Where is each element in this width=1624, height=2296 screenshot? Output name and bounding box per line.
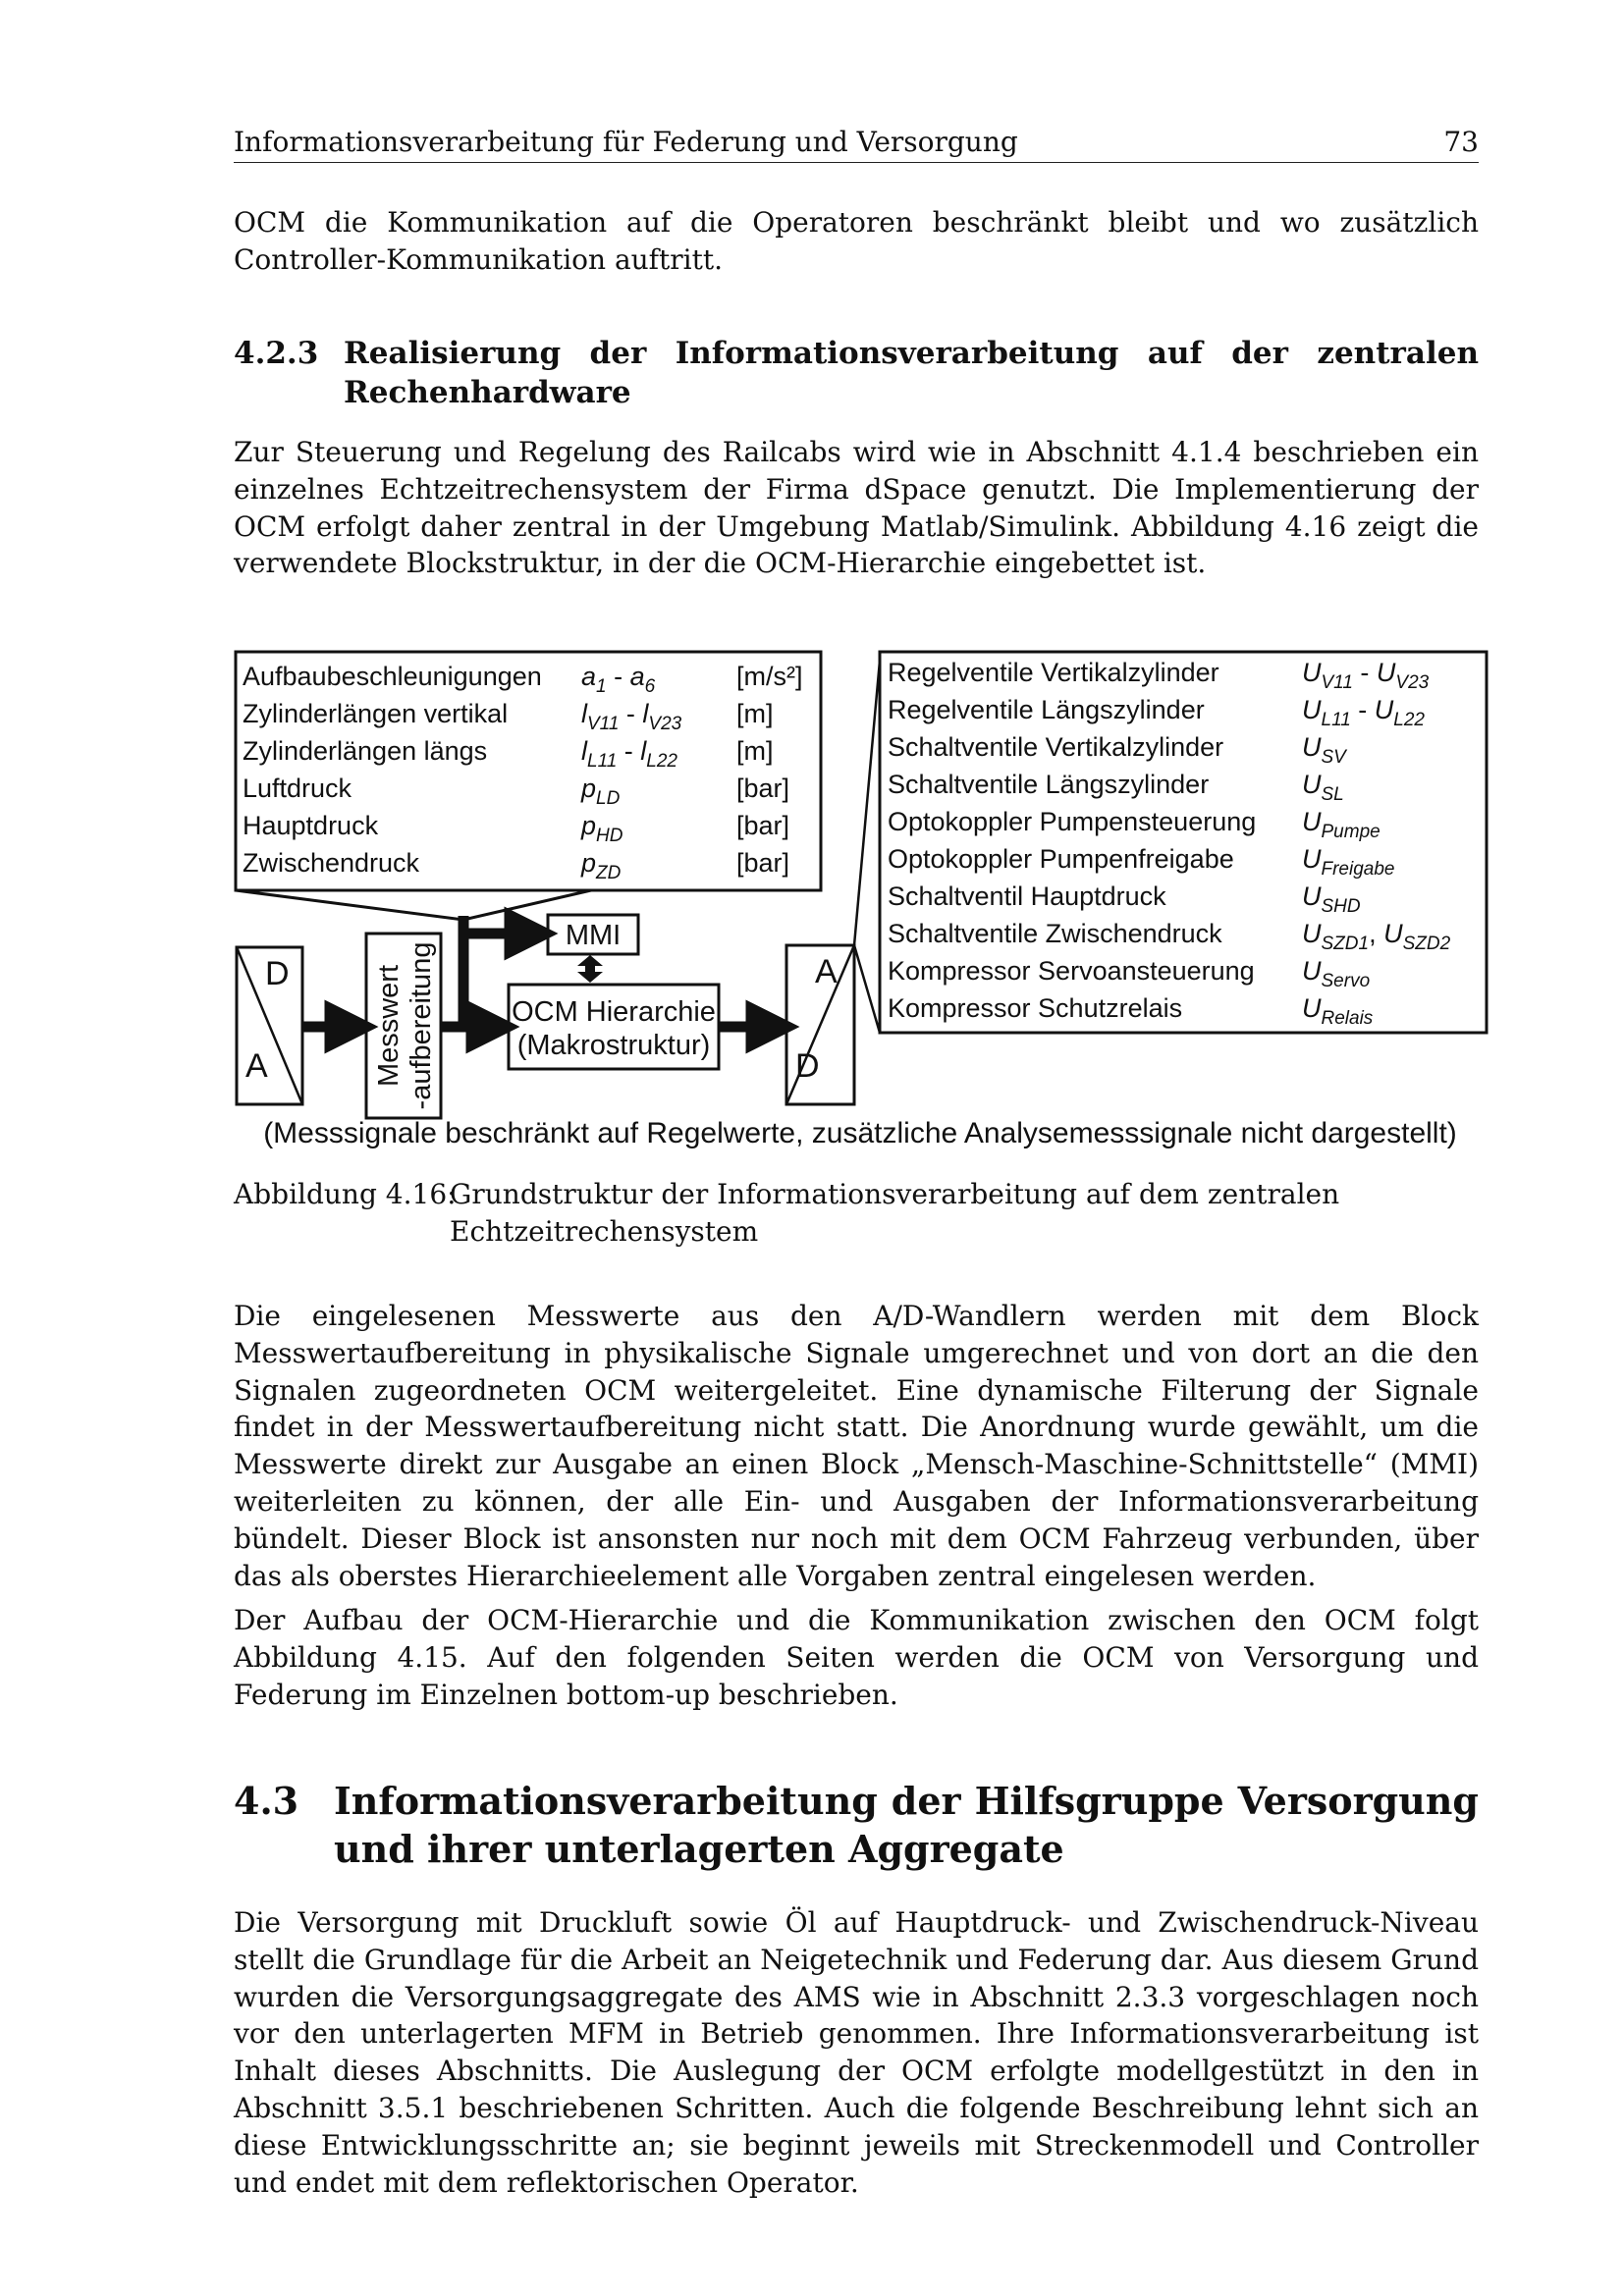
output-funnel (854, 661, 880, 1033)
section-number: 4.3 (234, 1779, 299, 1823)
running-head (234, 124, 1479, 161)
input-signal-name: Zwischendruck (243, 848, 420, 878)
messwert-label: Messwert (373, 964, 405, 1088)
figure-note: (Messsignale beschränkt auf Regelwerte, zusätzliche Analysemesssignale nicht dargestellt) (263, 1117, 1457, 1149)
paragraph-ocm-hierarchy: Der Aufbau der OCM-Hierarchie und die Kommunikation zwischen den OCM folgt Abbildung 4.15. Auf den folgenden Seiten werden die OCM von Versorgung und Federung im Einzelnen bottom-up beschrieben. (234, 1604, 1479, 1711)
figure-caption-label: Abbildung 4.16: (234, 1178, 457, 1210)
mmi-block (548, 915, 638, 954)
input-signal-symbol: $p_{HD}$ (581, 811, 623, 846)
da-label-d: D (795, 1047, 820, 1085)
input-signal-name: Zylinderlängen vertikal (243, 699, 509, 728)
input-signal-symbol: $l_{V11} - l_{V23}$ (581, 699, 682, 734)
input-signal-name: Zylinderlängen längs (243, 736, 488, 766)
output-signal-name: Schaltventile Vertikalzylinder (888, 732, 1224, 762)
input-signal-name: Hauptdruck (243, 811, 379, 840)
section-number: 4.2.3 (234, 336, 319, 371)
output-signal-symbol: $U_{Pumpe}$ (1302, 807, 1380, 842)
input-signal-row (243, 736, 774, 772)
ocm-label-line2: (Makrostruktur) (516, 1030, 711, 1061)
output-signal-row (888, 695, 1425, 730)
output-signal-symbol: $U_{SHD}$ (1302, 881, 1361, 917)
header-rule (234, 162, 1479, 163)
output-signal-row (888, 881, 1361, 917)
input-funnel (236, 890, 591, 920)
input-signal-row (243, 662, 803, 697)
ad-label-a: A (245, 1047, 268, 1085)
input-signal-unit: [bar] (736, 848, 790, 878)
input-signal-symbol: $p_{ZD}$ (581, 848, 622, 883)
section-4-3-paragraph: Die Versorgung mit Druckluft sowie Öl auf Hauptdruck- und Zwischendruck-Niveau stellt die Grundlage für die Arbeit an Neigetechnik und Federung dar. Aus diesem Grund wurden die Versorgungsaggregate des AMS wie in Abschnitt 2.3.3 vorgeschlagen noch vor den unterlagerten MFM in Betrieb genommen. Ihre Informationsverarbeitung ist Inhalt dieses Abschnitts. Die Auslegung der OCM erfolgte modellgestützt in den in Abschnitt 3.5.1 beschriebenen Schritten. Auch die folgende Beschreibung lehnt sich an diese Entwicklungsschritte an; sie beginnt jeweils mit Streckenmodell und Controller und endet mit dem reflektorischen Operator. (234, 1906, 1479, 2199)
output-signal-row (888, 956, 1370, 991)
section-4-2-3-paragraph: Zur Steuerung und Regelung des Railcabs wird wie in Abschnitt 4.1.4 beschrieben ein einzelnes Echtzeitrechensystem der Firma dSpace genutzt. Die Implementierung der OCM erfolgt daher zentral in der Umgebung Matlab/Simulink. Abbildung 4.16 zeigt die verwendete Blockstruktur, in der die OCM-Hierarchie eingebettet ist. (234, 436, 1479, 580)
input-signal-row (243, 848, 789, 883)
input-signal-unit: [bar] (736, 774, 790, 803)
output-signal-row (888, 919, 1451, 954)
da-converter-block (786, 945, 854, 1104)
output-signal-name: Kompressor Schutzrelais (888, 993, 1183, 1023)
output-signal-name: Schaltventile Zwischendruck (888, 919, 1222, 948)
output-signal-symbol: $U_{SV}$ (1302, 732, 1346, 768)
output-signal-name: Regelventile Vertikalzylinder (888, 658, 1219, 687)
output-signal-symbol: $U_{Servo}$ (1302, 956, 1371, 991)
output-signal-symbol: $U_{Relais}$ (1302, 993, 1374, 1029)
output-signal-name: Kompressor Servoansteuerung (888, 956, 1255, 986)
section-heading-4-3 (234, 1777, 1479, 1875)
ad-label-d: D (265, 955, 290, 992)
output-signal-row (888, 658, 1430, 693)
output-signal-row (888, 993, 1374, 1029)
output-signal-symbol: $U_{V11} - U_{V23}$ (1302, 658, 1430, 693)
figure-4-16-diagram (0, 638, 1624, 1168)
input-signal-unit: [m/s²] (736, 662, 803, 691)
mmi-label: MMI (565, 920, 622, 951)
section-title: Realisierung der Informationsverarbeitung auf der zentralen Rechenhardware (344, 336, 1479, 410)
mmi-ocm-bidirectional-arrow (577, 955, 603, 983)
paragraph-messwert-description: Die eingelesenen Messwerte aus den A/D-Wandlern werden mit dem Block Messwertaufbereitung in physikalische Signale umgerechnet und von dort an die den Signalen zugeordneten OCM weitergeleitet. Eine dynamische Filterung der Signale findet in der Messwertaufbereitung nicht statt. Die Anordnung wurde gewählt, um die Messwerte direkt zur Ausgabe an einen Block „Mensch-Maschine-Schnittstelle“ (MMI) weiterleiten zu können, der alle Ein- und Ausgaben der Informationsverarbeitung bündelt. Dieser Block ist ansonsten nur noch mit dem OCM Fahrzeug verbunden, über das als oberstes Hierarchieelement alle Vorgaben zentral eingelesen werden. (234, 1300, 1479, 1592)
input-signal-row (243, 811, 789, 846)
input-signal-unit: [bar] (736, 811, 790, 840)
output-signal-name: Optokoppler Pumpensteuerung (888, 807, 1257, 836)
page-number: 73 (1443, 126, 1479, 158)
input-signal-name: Luftdruck (243, 774, 352, 803)
input-signal-symbol: $a_1 - a_6$ (581, 662, 656, 697)
aufbereitung-label: -aufbereitung (406, 941, 437, 1110)
input-signal-name: Aufbaubeschleunigungen (243, 662, 542, 691)
output-signal-symbol: $U_{SL}$ (1302, 770, 1344, 805)
output-signal-name: Schaltventile Längszylinder (888, 770, 1210, 799)
running-head-title: Informationsverarbeitung für Federung und Versorgung (234, 126, 1018, 158)
output-signal-row (888, 844, 1395, 880)
intro-paragraph: OCM die Kommunikation auf die Operatoren beschränkt bleibt und wo zusätzlich Controller-Kommunikation auftritt. (234, 206, 1479, 276)
output-signal-row (888, 807, 1380, 842)
ocm-label-line1: OCM Hierarchie (512, 996, 716, 1028)
input-signal-row (243, 774, 789, 809)
input-signal-unit: [m] (736, 699, 774, 728)
output-signal-row (888, 732, 1348, 768)
output-signal-name: Optokoppler Pumpenfreigabe (888, 844, 1234, 874)
output-signal-name: Regelventile Längszylinder (888, 695, 1205, 724)
da-label-a: A (815, 953, 838, 990)
input-signal-symbol: $p_{LD}$ (581, 774, 621, 809)
output-signal-symbol: $U_{L11} - U_{L22}$ (1302, 695, 1425, 730)
ad-converter-block (237, 947, 302, 1104)
figure-caption (234, 1176, 1479, 1255)
section-heading-4-2-3 (234, 334, 1479, 412)
input-signal-row (243, 699, 774, 734)
ocm-hierarchie-block (509, 985, 719, 1069)
output-signal-symbol: $U_{Freigabe}$ (1302, 844, 1395, 880)
section-title: Informationsverarbeitung der Hilfsgruppe Versorgung und ihrer unterlagerten Aggregate (334, 1779, 1479, 1871)
output-signal-row (888, 770, 1344, 805)
input-signal-unit: [m] (736, 736, 774, 766)
figure-caption-text: Grundstruktur der Informationsverarbeitung auf dem zentralen Echtzeitrechensystem (450, 1178, 1340, 1248)
input-signal-symbol: $l_{L11} - l_{L22}$ (581, 736, 677, 772)
output-signal-symbol: $U_{SZD1}$, $U_{SZD2}$ (1302, 919, 1451, 954)
output-signal-name: Schaltventil Hauptdruck (888, 881, 1166, 911)
messwertaufbereitung-block (366, 934, 441, 1118)
